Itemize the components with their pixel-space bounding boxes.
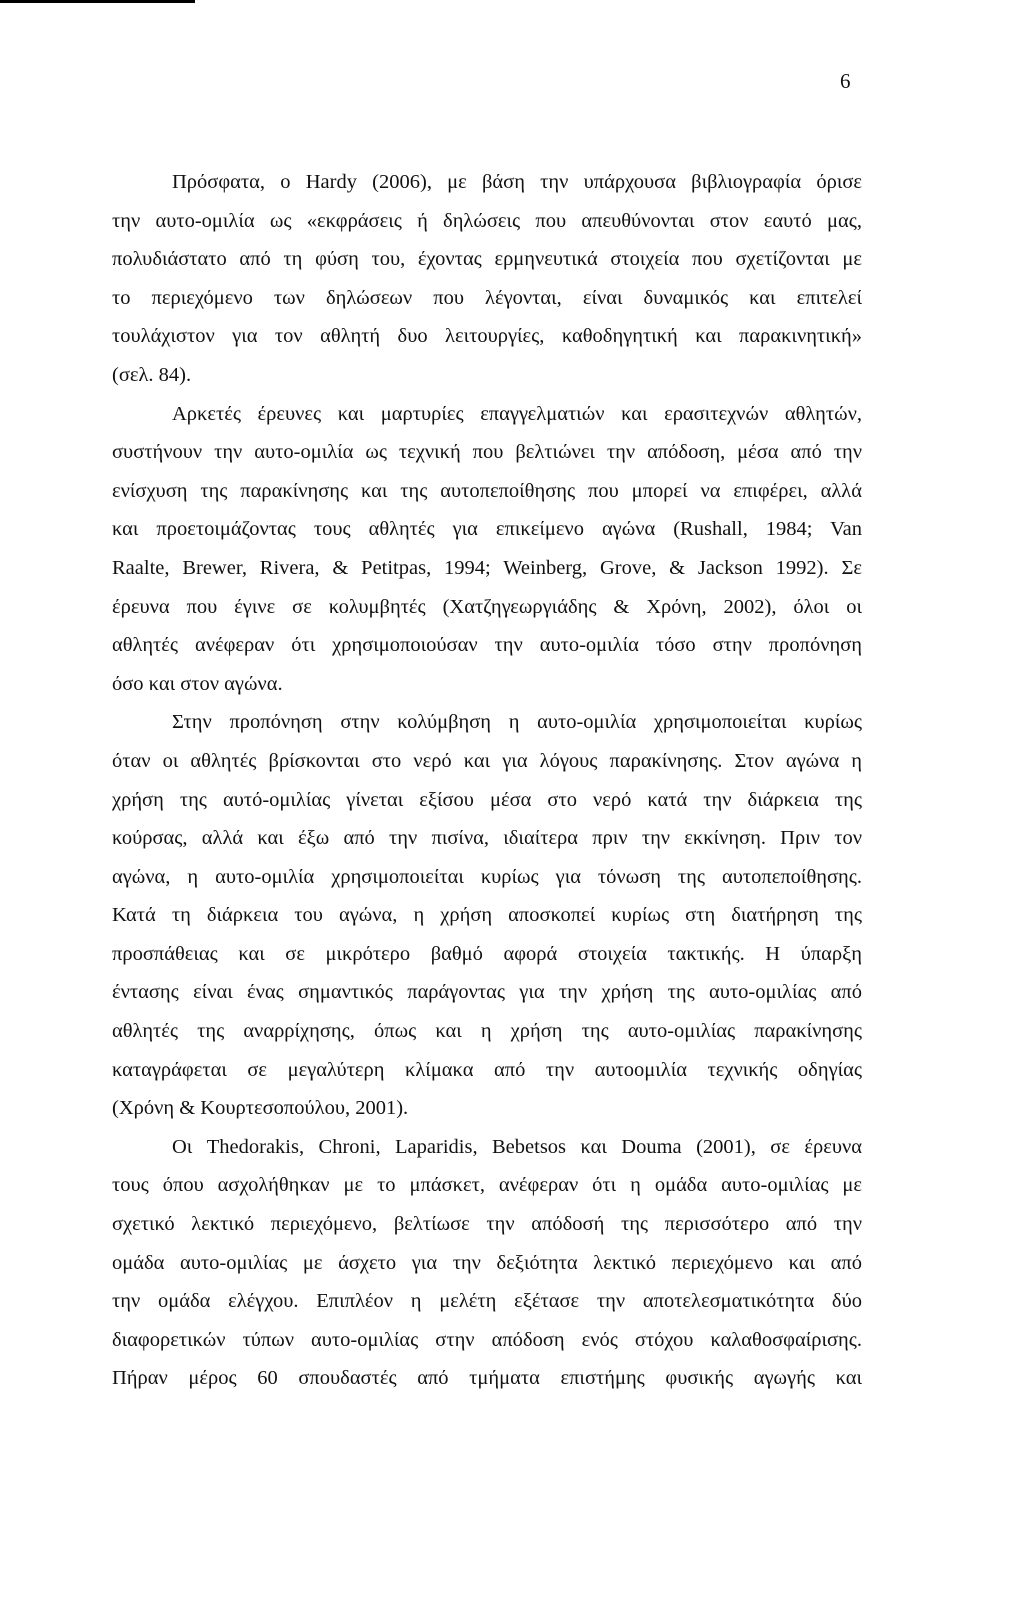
text-line: το περιεχόμενο των δηλώσεων που λέγονται, είναι δυναμικός και επιτελεί (112, 286, 862, 309)
text-line: Πήραν μέρος 60 σπουδαστές από τμήματα επιστήμης φυσικής αγωγής και (112, 1367, 862, 1390)
text-line: διαφορετικών τύπων αυτο-ομιλίας στην απόδοση ενός στόχου καλαθοσφαίρισης. (112, 1328, 862, 1351)
text-line: όταν οι αθλητές βρίσκονται στο νερό και για λόγους παρακίνησης. Στον αγώνα η (112, 749, 862, 772)
text-line: έντασης είναι ένας σημαντικός παράγοντας για την χρήση της αυτο-ομιλίας από (112, 981, 862, 1004)
text-line: κούρσας, αλλά και έξω από την πισίνα, ιδιαίτερα πριν την εκκίνηση. Πριν τον (112, 827, 862, 850)
page-number: 6 (840, 69, 851, 93)
text-line: ενίσχυση της παρακίνησης και της αυτοπεποίθησης που μπορεί να επιφέρει, αλλά (112, 479, 862, 502)
scan-edge-mark (0, 0, 195, 3)
text-line: Αρκετές έρευνες και μαρτυρίες επαγγελματιών και ερασιτεχνών αθλητών, (172, 402, 862, 425)
text-line: όσο και στον αγώνα. (112, 672, 283, 695)
text-line: (Χρόνη & Κουρτεσοπούλου, 2001). (112, 1097, 409, 1120)
text-line: τους όπου ασχολήθηκαν με το μπάσκετ, ανέφεραν ότι η ομάδα αυτο-ομιλίας με (112, 1174, 862, 1197)
text-line: καταγράφεται σε μεγαλύτερη κλίμακα από την αυτοομιλία τεχνικής οδηγίας (112, 1058, 862, 1081)
text-line: και προετοιμάζοντας τους αθλητές για επικείμενο αγώνα (Rushall, 1984; Van (112, 518, 862, 541)
text-line: ομάδα αυτο-ομιλίας με άσχετο για την δεξιότητα λεκτικό περιεχόμενο και από (112, 1251, 862, 1274)
text-line: χρήση της αυτό-ομιλίας γίνεται εξίσου μέσα στο νερό κατά την διάρκεια της (112, 788, 862, 811)
text-line: προσπάθειας και σε μικρότερο βαθμό αφορά στοιχεία τακτικής. Η ύπαρξη (112, 942, 862, 965)
text-line: Κατά τη διάρκεια του αγώνα, η χρήση αποσκοπεί κυρίως στη διατήρηση της (112, 904, 862, 927)
text-line: Οι Thedorakis, Chroni, Laparidis, Bebetsos και Douma (2001), σε έρευνα (172, 1135, 862, 1158)
text-line: την αυτο-ομιλία ως «εκφράσεις ή δηλώσεις που απευθύνονται στον εαυτό μας, (112, 209, 862, 232)
text-line: πολυδιάστατο από τη φύση του, έχοντας ερμηνευτικά στοιχεία που σχετίζονται με (112, 248, 862, 271)
text-line: Στην προπόνηση στην κολύμβηση η αυτο-ομιλία χρησιμοποιείται κυρίως (172, 711, 862, 734)
body-text (112, 163, 862, 1398)
text-line: αθλητές της αναρρίχησης, όπως και η χρήση της αυτο-ομιλίας παρακίνησης (112, 1020, 862, 1043)
text-line: σχετικό λεκτικό περιεχόμενο, βελτίωσε την απόδοσή της περισσότερο από την (112, 1213, 862, 1236)
text-line: έρευνα που έγινε σε κολυμβητές (Χατζηγεωργιάδης & Χρόνη, 2002), όλοι οι (112, 595, 862, 618)
text-line: Raalte, Brewer, Rivera, & Petitpas, 1994; Weinberg, Grove, & Jackson 1992). Σε (112, 556, 862, 579)
text-line: συστήνουν την αυτο-ομιλία ως τεχνική που βελτιώνει την απόδοση, μέσα από την (112, 441, 862, 464)
text-line: (σελ. 84). (112, 363, 192, 386)
text-line: Πρόσφατα, ο Hardy (2006), με βάση την υπάρχουσα βιβλιογραφία όρισε (172, 171, 862, 193)
text-line: την ομάδα ελέγχου. Επιπλέον η μελέτη εξέτασε την αποτελεσματικότητα δύο (112, 1290, 862, 1313)
text-line: αγώνα, η αυτο-ομιλία χρησιμοποιείται κυρίως για τόνωση της αυτοπεποίθησης. (112, 865, 862, 888)
text-line: αθλητές ανέφεραν ότι χρησιμοποιούσαν την αυτο-ομιλία τόσο στην προπόνηση (112, 634, 862, 657)
text-line: τουλάχιστον για τον αθλητή δυο λειτουργίες, καθοδηγητική και παρακινητική» (112, 325, 862, 348)
